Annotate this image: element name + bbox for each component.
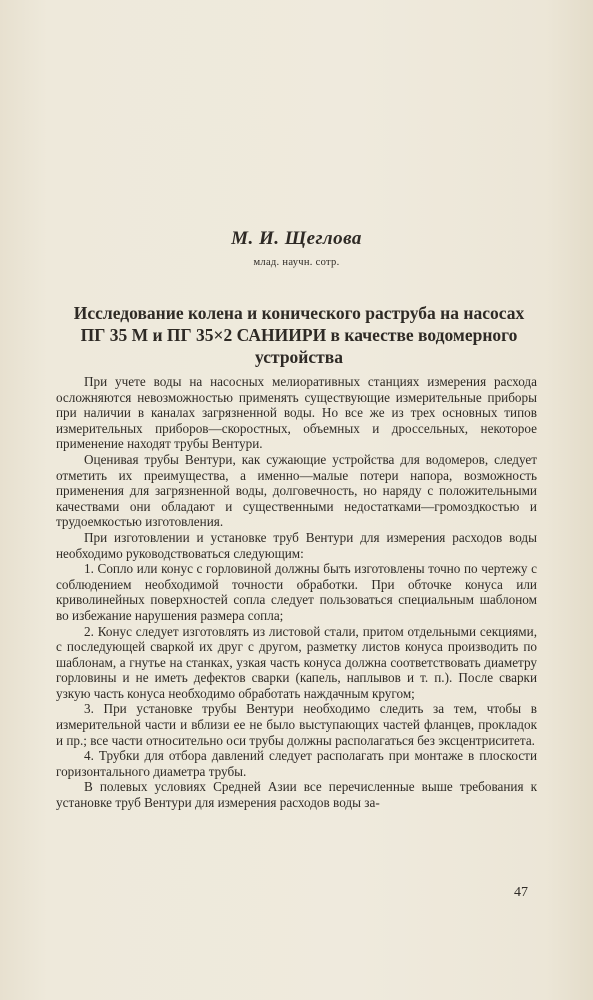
paragraph: Оценивая трубы Вентури, как сужающие устройства для водомеров, следует отметить их преимущества, а именно—малые потери напора, возможность применения для загрязненной воды, долговечность, но наряду с положительными качествами они обладают и существенными недостатками—громоздкостью и трудоемкостью изготовления.: [56, 451, 537, 530]
paragraph: При учете воды на насосных мелиоративных станциях измерения расхода осложняются невозможностью применять существующие измерительные приборы при наличии в каналах загрязненной воды. Но все же из трех основных типов измерительных приборов—скоростных, объемных и дроссельных, некоторое применение находят трубы Вентури.: [56, 374, 537, 452]
author-position: млад. научн. сотр.: [253, 257, 340, 268]
paragraph: 2. Конус следует изготовлять из листовой стали, притом отдельными секциями, с последующей сваркой их друг с другом, разметку листов конуса производить по шаблонам, а гнутье на станках, узкая часть конуса должна соответствовать диаметру горловины и не иметь дефектов сварки (капель, наплывов и т. п.). После сварки узкую часть конуса необходимо обработать наждачным кругом;: [56, 623, 537, 701]
paragraph: При изготовлении и установке труб Вентури для измерения расходов воды необходимо руководствоваться следующим:: [56, 529, 537, 561]
author-name: М. И. Щеглова: [231, 228, 362, 249]
paragraph: 4. Трубки для отбора давлений следует располагать при монтаже в плоскости горизонтального диаметра трубы.: [56, 748, 537, 779]
page-number: 47: [514, 885, 528, 900]
paragraph: 1. Сопло или конус с горловиной должны быть изготовлены точно по чертежу с соблюдением необходимой точности обработки. При обточке конуса или криволинейных поверхностей сопла следует пользоваться специальным шаблоном во избежание нарушения размера сопла;: [56, 561, 537, 623]
paragraph: В полевых условиях Средней Азии все перечисленные выше требования к установке труб Вентури для измерения расходов воды за-: [56, 779, 537, 811]
article-body: [56, 374, 537, 811]
paragraph: 3. При установке трубы Вентури необходимо следить за тем, чтобы в измерительной части и вблизи ее не было выступающих частей фланцев, прокладок и пр.; все части относительно оси трубы должны располагаться без эксцентриситета.: [56, 701, 537, 748]
article-title: Исследование колена и конического раструба на насосах ПГ 35 М и ПГ 35×2 САНИИРИ в качестве водомерного устройства: [73, 303, 525, 367]
